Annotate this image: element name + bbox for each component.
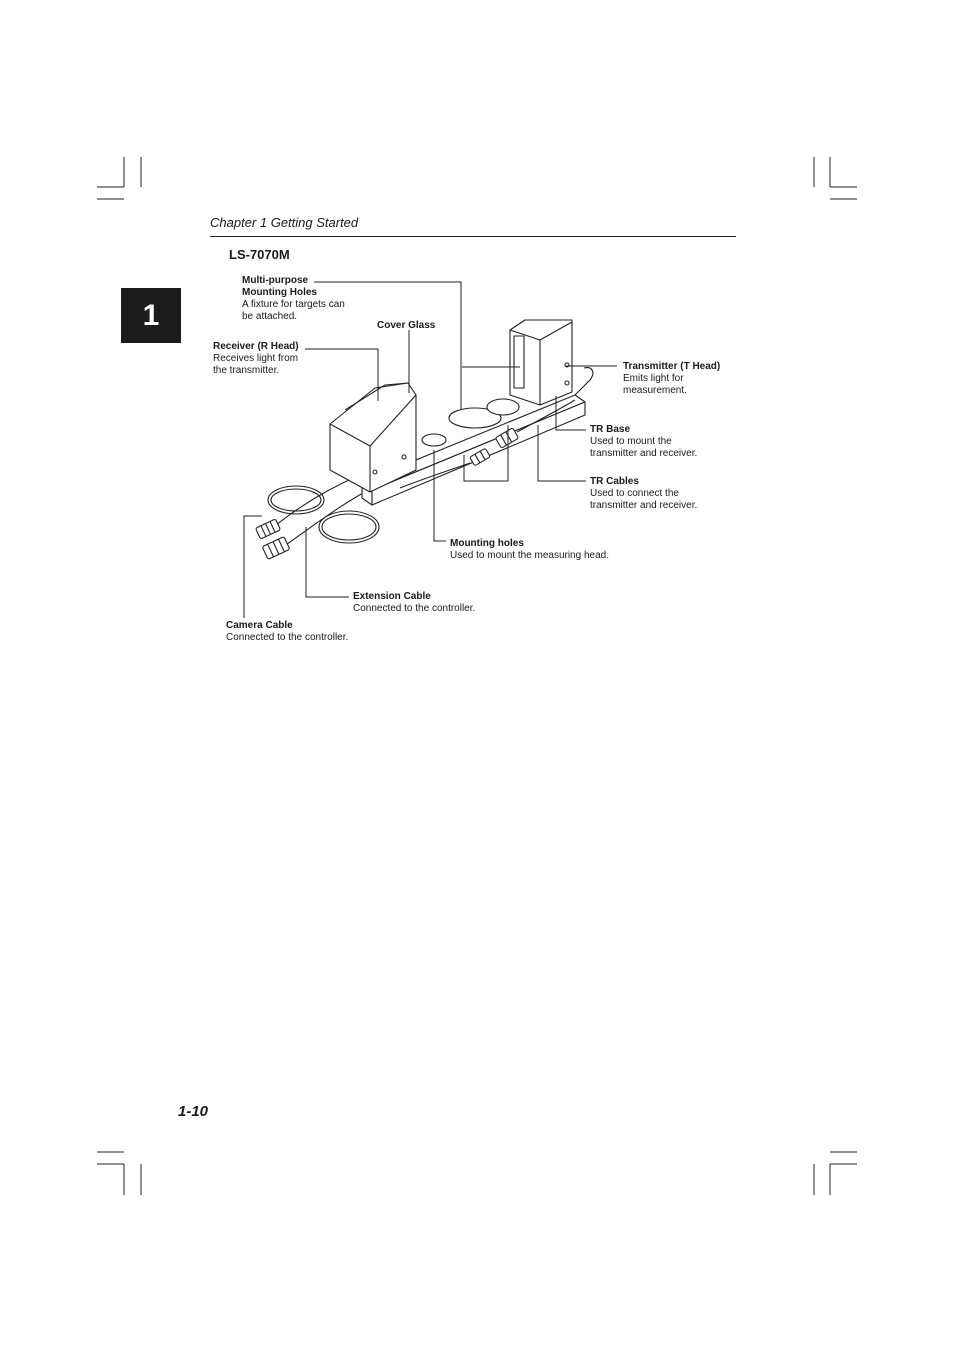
callout-title: Cover Glass (377, 320, 436, 331)
callout-title: Camera Cable (226, 620, 293, 631)
callout-multipurpose-holes (242, 275, 345, 323)
callout-desc: Used to mount the (590, 436, 672, 447)
callout-tr-cables (590, 476, 697, 512)
callout-desc: transmitter and receiver. (590, 448, 698, 459)
callout-desc: Receives light from (213, 353, 299, 364)
callout-receiver (213, 341, 299, 377)
callout-desc: Used to connect the (590, 488, 679, 499)
callout-desc: the transmitter. (213, 365, 280, 376)
callout-title: Multi-purpose (242, 275, 309, 286)
callout-title: Transmitter (T Head) (623, 361, 721, 372)
page-number: 1-10 (178, 1103, 209, 1120)
callout-title: Mounting Holes (242, 287, 317, 298)
chapter-tab: 1 (121, 288, 181, 343)
callout-desc: A fixture for targets can (242, 299, 345, 310)
callout-desc: be attached. (242, 311, 298, 322)
callout-mounting-holes (450, 538, 609, 562)
callout-title: Extension Cable (353, 591, 431, 602)
callout-extension-cable (353, 591, 475, 615)
callout-desc: Connected to the controller. (226, 632, 349, 643)
callout-desc: Emits light for (623, 373, 684, 384)
callout-desc: Used to mount the measuring head. (450, 550, 609, 561)
model-title: LS-7070M (229, 247, 290, 262)
callout-cover-glass (377, 320, 435, 332)
callout-desc: transmitter and receiver. (590, 500, 698, 511)
callout-title: Receiver (R Head) (213, 341, 299, 352)
callout-transmitter (623, 361, 720, 397)
callout-tr-base (590, 424, 697, 460)
callout-desc: Connected to the controller. (353, 603, 476, 614)
callout-title: TR Cables (590, 476, 639, 487)
callout-title: Mounting holes (450, 538, 524, 549)
chapter-header: Chapter 1 Getting Started (210, 215, 359, 230)
callout-camera-cable (226, 620, 348, 644)
callout-title: TR Base (590, 424, 631, 435)
callout-desc: measurement. (623, 385, 687, 396)
